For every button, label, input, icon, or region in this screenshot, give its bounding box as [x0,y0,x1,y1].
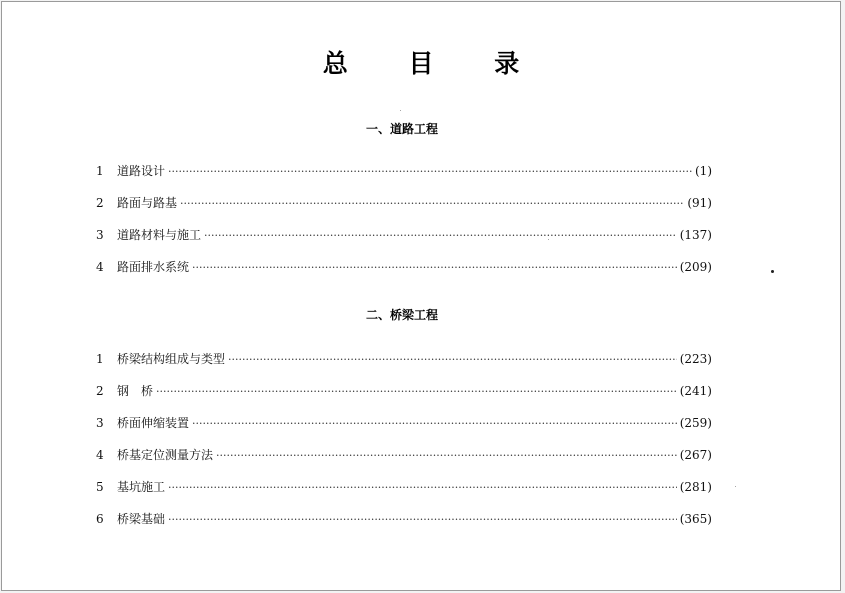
toc-entry[interactable] [96,414,712,446]
toc-entry[interactable] [96,478,712,510]
toc-list-road [96,162,712,290]
document-page [1,1,841,591]
dot-leader [216,449,677,462]
page-title: 总 目 录 [322,49,546,78]
toc-entry[interactable] [96,446,712,478]
scan-speck [400,110,401,111]
dot-leader [180,197,684,210]
toc-entry-page: (223) [679,352,712,366]
toc-entry[interactable] [96,510,712,542]
toc-entry-page: (1) [695,164,712,178]
toc-entry-number: 3 [96,416,104,430]
toc-entry-page: (241) [679,384,712,398]
toc-entry[interactable] [96,382,712,414]
toc-entry[interactable] [96,258,712,290]
toc-entry-title: 桥基定位测量方法 [117,448,214,462]
dot-leader [168,165,692,178]
toc-entry-number: 2 [96,196,104,210]
section-heading-road: 一、道路工程 [365,122,438,136]
toc-entry[interactable] [96,226,712,258]
toc-entry-number: 4 [96,448,104,462]
toc-entry-title: 桥梁基础 [117,512,166,526]
section-heading-bridge: 二、桥梁工程 [365,308,438,322]
toc-entry-title: 道路设计 [117,164,166,178]
toc-entry-number: 6 [96,512,104,526]
dot-leader [168,481,677,494]
toc-entry[interactable] [96,194,712,226]
toc-entry-number: 1 [96,164,104,178]
toc-entry-page: (91) [687,196,712,210]
toc-entry-title: 基坑施工 [117,480,166,494]
scan-speck [771,270,774,273]
toc-entry-title: 道路材料与施工 [117,228,202,242]
toc-entry-page: (137) [679,228,712,242]
toc-entry-number: 4 [96,260,104,274]
toc-entry-number: 5 [96,480,104,494]
toc-entry-title: 路面排水系统 [117,260,190,274]
toc-entry-title: 钢 桥 [117,384,154,398]
toc-entry-page: (259) [679,416,712,430]
toc-entry-number: 1 [96,352,104,366]
toc-list-bridge [96,350,712,542]
dot-leader [192,417,677,430]
toc-entry-number: 3 [96,228,104,242]
scan-speck [548,239,549,240]
toc-entry[interactable] [96,350,712,382]
toc-entry[interactable] [96,162,712,194]
toc-entry-number: 2 [96,384,104,398]
dot-leader [156,385,677,398]
toc-entry-title: 桥梁结构组成与类型 [117,352,226,366]
dot-leader [228,353,677,366]
dot-leader [204,229,677,242]
toc-entry-page: (365) [679,512,712,526]
dot-leader [192,261,677,274]
toc-entry-page: (281) [679,480,712,494]
dot-leader [168,513,677,526]
toc-entry-page: (209) [679,260,712,274]
toc-entry-title: 路面与路基 [117,196,178,210]
toc-entry-title: 桥面伸缩装置 [117,416,190,430]
scan-speck [735,486,736,487]
toc-entry-page: (267) [679,448,712,462]
